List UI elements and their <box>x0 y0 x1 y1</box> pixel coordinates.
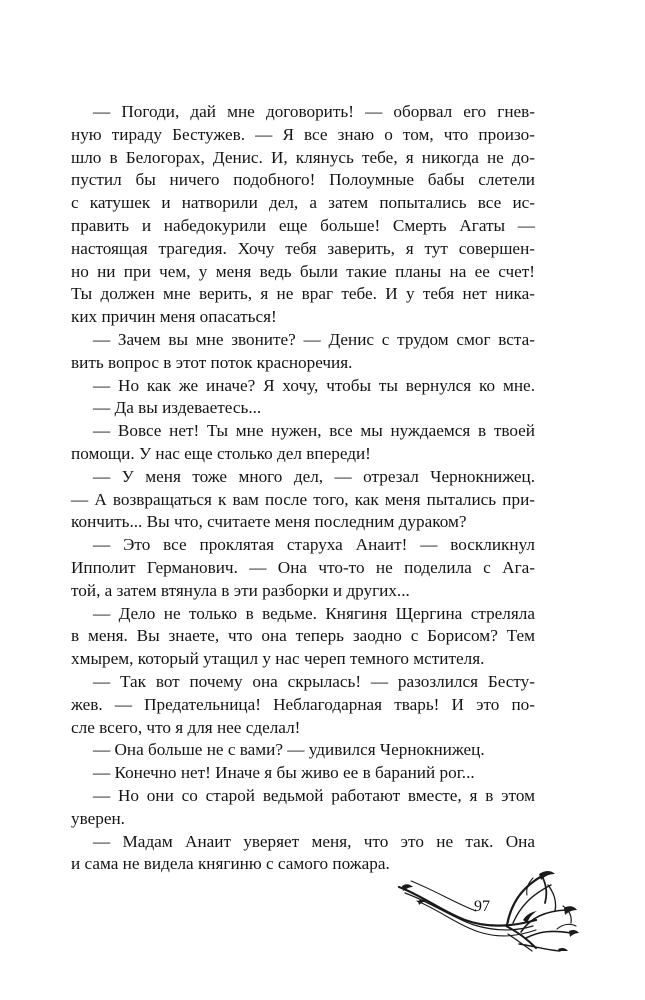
text-line: — Конечно нет! Иначе я бы живо ее в бараний рог... <box>93 763 475 783</box>
page-text <box>71 101 535 876</box>
text-line: ких причин меня опасаться! <box>71 307 277 327</box>
text-line: жев. — Предательница! Неблагодарная тварь! И это по- <box>71 694 535 714</box>
text-line: той, а затем втянула в эти разборки и других... <box>71 580 410 600</box>
text-line: хмырем, который утащил у нас череп темного мстителя. <box>71 649 485 669</box>
text-line: править и набедокурили еще больше! Смерть Агаты — <box>71 215 535 235</box>
text-line: кончить... Вы что, считаете меня последним дураком? <box>71 512 467 532</box>
text-line: — Дело не только в ведьме. Княгиня Щергина стреляла <box>93 603 535 623</box>
text-line: Ты должен мне верить, я не враг тебе. И у тебя нет ника- <box>71 284 535 304</box>
text-line: — Но как же иначе? Я хочу, чтобы ты вернулся ко мне. <box>93 375 535 395</box>
text-line: ную тираду Бестужев. — Я все знаю о том, что произо- <box>71 124 535 144</box>
text-line: — Мадам Анаит уверяет меня, что это не так. Она <box>93 831 535 851</box>
text-line: шло в Белогорах, Денис. И, клянусь тебе, я никогда не до- <box>71 147 535 167</box>
text-line: и сама не видела княгиню с самого пожара. <box>71 854 390 874</box>
text-line: пустил бы ничего подобного! Полоумные бабы слетели <box>71 170 535 190</box>
text-line: — Зачем вы мне звоните? — Денис с трудом смог вста- <box>93 329 535 349</box>
page-number: 97 <box>474 898 490 915</box>
text-line: — Но они со старой ведьмой работают вместе, я в этом <box>93 785 535 805</box>
text-line: в меня. Вы знаете, что она теперь заодно с Борисом? Тем <box>71 626 535 646</box>
text-line: помощи. У нас еще столько дел впереди! <box>71 443 371 463</box>
text-line: но ни при чем, у меня ведь были такие планы на ее счет! <box>71 261 535 281</box>
text-line: вить вопрос в этот поток красноречия. <box>71 352 353 372</box>
text-line: настоящая трагедия. Хочу тебя заверить, я тут совершен- <box>71 238 535 258</box>
text-line: Ипполит Германович. — Она что-то не поделила с Ага- <box>71 557 535 577</box>
text-line: — Погоди, дай мне договорить! — оборвал его гнев- <box>93 102 535 121</box>
text-line: — Она больше не с вами? — удивился Чернокнижец. <box>93 740 485 760</box>
text-line: с катушек и натворили дел, а затем попытались все ис- <box>71 193 535 213</box>
text-line: — Да вы издеваетесь... <box>93 398 262 418</box>
text-line: уверен. <box>71 808 125 828</box>
text-line: — А возвращаться к вам после того, как меня пытались при- <box>71 489 535 509</box>
text-line: — Так вот почему она скрылась! — разозлился Бесту- <box>93 671 535 691</box>
text-line: — Это все проклятая старуха Анаит! — воскликнул <box>93 535 535 555</box>
text-line: сле всего, что я для нее сделал! <box>71 717 301 737</box>
text-line: — У меня тоже много дел, — отрезал Чернокнижец. <box>93 466 535 486</box>
text-line: — Вовсе нет! Ты мне нужен, все мы нуждаемся в твоей <box>93 421 535 441</box>
